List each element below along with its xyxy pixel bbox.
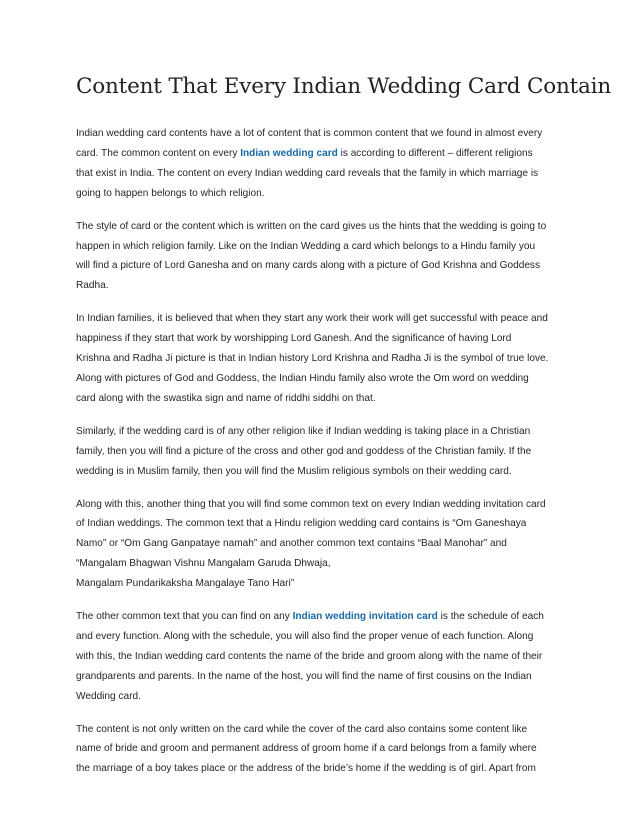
text-segment: Namo” or “Om Gang Ganpataye namah” and another common text contains “Baal Manohar” and	[76, 538, 507, 550]
text-segment: the marriage of a boy takes place or the address of the bride’s home if the wedding is of girl. Apart from	[76, 763, 536, 775]
paragraph	[76, 720, 568, 780]
text-segment: Along with pictures of God and Goddess, the Indian Hindu family also wrote the Om word on wedding	[76, 372, 529, 384]
text-segment: Wedding card.	[76, 690, 141, 702]
text-line	[76, 759, 568, 779]
text-segment: card along with the swastika sign and name of riddhi siddhi on that.	[76, 392, 376, 404]
text-segment: name of bride and groom and permanent address of groom home if a card belongs from a family where	[76, 743, 537, 755]
text-segment: Indian wedding card contents have a lot of content that is common content that we found in almost every	[76, 128, 543, 139]
text-line	[76, 256, 568, 276]
text-segment: that exist in India. The content on every Indian wedding card reveals that the family in which marriage is	[76, 167, 539, 179]
text-line	[76, 739, 568, 759]
text-segment: with this, the Indian wedding card contents the name of the bride and groom along with the name of their	[76, 650, 543, 662]
text-line	[76, 349, 568, 369]
text-segment: The other common text that you can find on any	[76, 611, 293, 623]
text-line	[76, 369, 568, 389]
text-segment: family, then you will find a picture of the cross and other god and goddess of the Christian family. If the	[76, 445, 532, 457]
text-line	[76, 627, 568, 647]
text-segment: happen in which religion family. Like on the Indian Wedding a card which belongs to a Hindu family you	[76, 240, 536, 252]
text-line	[76, 534, 568, 554]
text-segment: Similarly, if the wedding card is of any other religion like if Indian wedding is taking place in a Christian	[76, 425, 531, 437]
text-line	[76, 687, 568, 707]
text-line	[76, 329, 568, 349]
text-line	[76, 389, 568, 409]
text-segment: Along with this, another thing that you will find some common text on every Indian wedding invitation card	[76, 498, 546, 510]
text-segment: is according to different – different religions	[337, 147, 533, 159]
text-segment: of Indian weddings. The common text that a Hindu religion wedding card contains is “Om Ganeshaya	[76, 518, 527, 530]
text-line	[76, 647, 568, 667]
paragraph	[76, 309, 568, 409]
text-segment: grandparents and parents. In the name of the host, you will find the name of first cousins on the Indian	[76, 670, 532, 682]
paragraph	[76, 124, 568, 204]
text-segment: happiness if they start that work by worshipping Lord Ganesh. And the significance of having Lord	[76, 333, 512, 345]
text-segment: card. The common content on every	[76, 147, 241, 159]
text-line	[76, 607, 568, 627]
text-segment: The content is not only written on the card while the cover of the card also contains some content like	[76, 723, 528, 735]
text-line	[76, 237, 568, 257]
text-line	[76, 309, 568, 329]
text-line	[76, 217, 568, 237]
paragraph	[76, 422, 568, 482]
text-segment: wedding is in Muslim family, then you will find the Muslim religious symbols on their wedding card.	[76, 465, 512, 477]
text-segment: “Mangalam Bhagwan Vishnu Mangalam Garuda Dhwaja,	[76, 558, 331, 570]
paragraph	[76, 607, 568, 707]
text-segment: will find a picture of Lord Ganesha and on many cards along with a picture of God Krishna and Goddess	[76, 260, 541, 272]
inline-link[interactable]: Indian wedding card	[240, 147, 338, 159]
text-line	[76, 720, 568, 740]
text-line	[76, 667, 568, 687]
text-line	[76, 495, 568, 515]
text-segment: Radha.	[76, 280, 109, 292]
article-body	[76, 124, 568, 792]
text-line	[76, 462, 568, 482]
text-line	[76, 144, 568, 164]
text-line	[76, 574, 568, 594]
text-segment: The style of card or the content which is written on the card gives us the hints that the wedding is going to	[76, 220, 547, 232]
inline-link[interactable]: Indian wedding invitation card	[292, 611, 438, 623]
paragraph	[76, 495, 568, 595]
text-segment: is the schedule of each	[437, 611, 544, 623]
text-line	[76, 124, 568, 144]
paragraph	[76, 217, 568, 297]
text-line	[76, 514, 568, 534]
text-line	[76, 164, 568, 184]
text-line	[76, 276, 568, 296]
text-line	[76, 422, 568, 442]
text-line	[76, 184, 568, 204]
text-segment: and every function. Along with the schedule, you will also find the proper venue of each function. Along	[76, 630, 534, 642]
text-segment: Mangalam Pundarikaksha Mangalaye Tano Hari”	[76, 578, 295, 590]
text-segment: going to happen belongs to which religion.	[76, 187, 265, 199]
page-title: Content That Every Indian Wedding Card Contain	[76, 74, 611, 99]
text-segment: In Indian families, it is believed that when they start any work their work will get successful with peace and	[76, 313, 548, 325]
text-line	[76, 554, 568, 574]
text-line	[76, 442, 568, 462]
text-segment: Krishna and Radha Ji picture is that in Indian history Lord Krishna and Radha Ji is the symbol of true love.	[76, 353, 549, 365]
